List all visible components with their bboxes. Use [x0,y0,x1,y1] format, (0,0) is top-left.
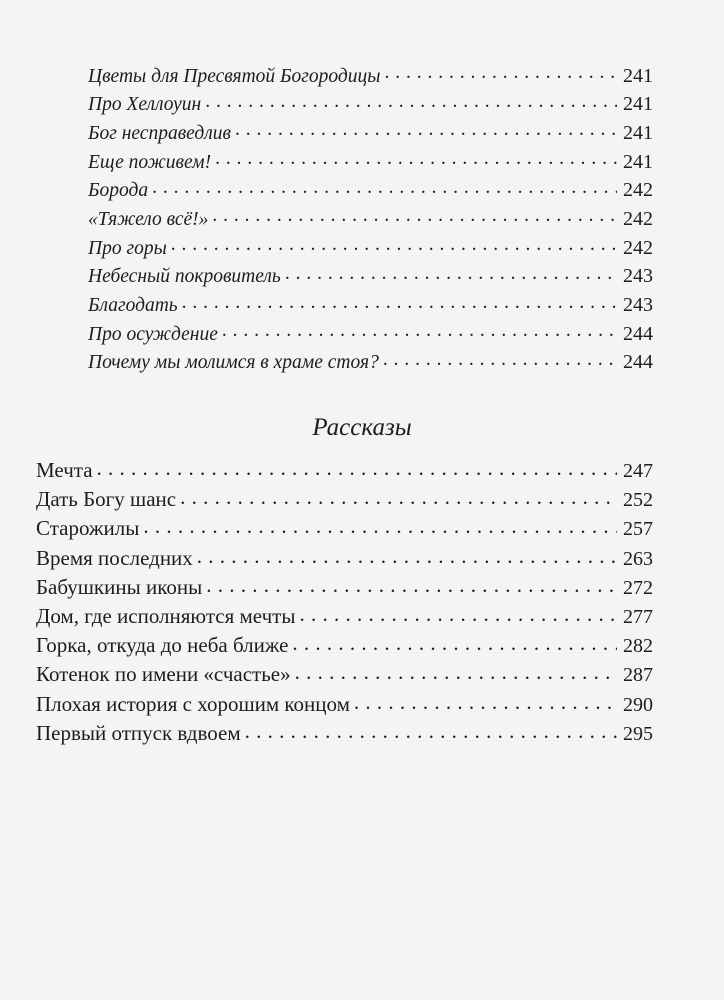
toc-entry-title: Про горы [88,237,167,259]
leader-dots [197,544,617,565]
toc-entry [88,205,653,234]
toc-entry [88,320,653,349]
toc-entry-page: 272 [623,576,653,599]
toc-entry-page: 277 [623,605,653,628]
leader-dots [212,205,617,225]
toc-list-reflections [88,62,653,378]
leader-dots [235,119,617,139]
toc-entry-page: 295 [623,722,653,745]
toc-entry-page: 290 [623,693,653,716]
leader-dots [222,320,617,340]
toc-entry-title: Первый отпуск вдвоем [36,720,241,745]
toc-entry-page: 257 [623,518,653,541]
leader-dots [215,148,617,168]
toc-entry [88,148,653,177]
toc-entry [36,660,653,689]
leader-dots [383,349,617,369]
leader-dots [354,690,617,711]
toc-entry [36,719,653,748]
toc-entry-page: 242 [623,207,653,230]
toc-entry-title: Котенок по имени «счастье» [36,662,291,687]
toc-entry-title: Цветы для Пресвятой Богородицы [88,65,381,87]
leader-dots [206,573,617,594]
toc-entry-page: 242 [623,179,653,202]
leader-dots [205,91,617,111]
toc-entry [36,485,653,514]
toc-entry-page: 243 [623,294,653,316]
toc-entry [36,690,653,719]
toc-entry-page: 243 [623,265,653,288]
toc-entry-title: Плохая история с хорошим концом [36,691,350,716]
toc-entry-title: Дом, где исполняются мечты [36,603,296,628]
toc-entry-page: 263 [623,547,653,570]
leader-dots [180,485,617,506]
toc-entry [88,292,653,321]
toc-entry-page: 241 [623,64,653,87]
leader-dots [152,177,617,197]
section-heading: Рассказы [312,414,412,441]
toc-entry-title: Старожилы [36,516,140,541]
toc-entry-title: Про осуждение [88,323,218,345]
toc-entry-title: Горка, откуда до неба ближе [36,633,289,658]
toc-entry-title: Почему мы молимся в храме стоя? [88,352,379,374]
leader-dots [299,602,617,623]
toc-entry [88,349,653,378]
toc-entry-title: Время последних [36,545,193,570]
leader-dots [171,234,617,254]
leader-dots [295,660,617,681]
toc-entry [36,456,653,485]
toc-entry-title: Дать Богу шанс [36,487,177,512]
toc-entry [36,573,653,602]
toc-entry-title: Бабушкины иконы [36,574,203,599]
toc-entry-title: Борода [88,180,149,202]
toc-entry [36,514,653,543]
toc-entry [88,234,653,263]
toc-entry-title: Бог несправедлив [88,122,231,144]
toc-entry-page: 287 [623,664,653,687]
toc-entry [88,177,653,206]
leader-dots [143,514,617,535]
toc-entry-title: Мечта [36,458,93,482]
toc-entry-page: 244 [623,351,653,374]
toc-entry [88,263,653,292]
toc-entry-title: Про Хеллоуин [88,94,202,116]
toc-entry-title: Еще поживем! [88,151,212,173]
toc-entry-page: 241 [623,121,653,144]
toc-entry-page: 242 [623,236,653,259]
toc-entry [36,602,653,631]
toc-entry-page: 244 [623,322,653,345]
toc-entry-page: 247 [623,460,653,482]
toc-entry [36,631,653,660]
leader-dots [384,62,617,82]
leader-dots [292,631,617,652]
toc-entry [88,119,653,148]
toc-list-stories [36,456,653,748]
toc-entry-title: Благодать [88,295,178,316]
toc-entry [88,62,653,91]
toc-entry-page: 252 [623,489,653,512]
toc-entry-title: Небесный покровитель [88,266,281,288]
leader-dots [182,292,617,312]
toc-entry-title: «Тяжело всё!» [88,208,209,230]
toc-entry [88,91,653,120]
toc-entry [36,544,653,573]
toc-entry-page: 241 [623,93,653,116]
toc-entry-page: 241 [623,150,653,173]
leader-dots [285,263,617,283]
toc-entry-page: 282 [623,635,653,658]
leader-dots [97,456,617,477]
leader-dots [245,719,617,740]
